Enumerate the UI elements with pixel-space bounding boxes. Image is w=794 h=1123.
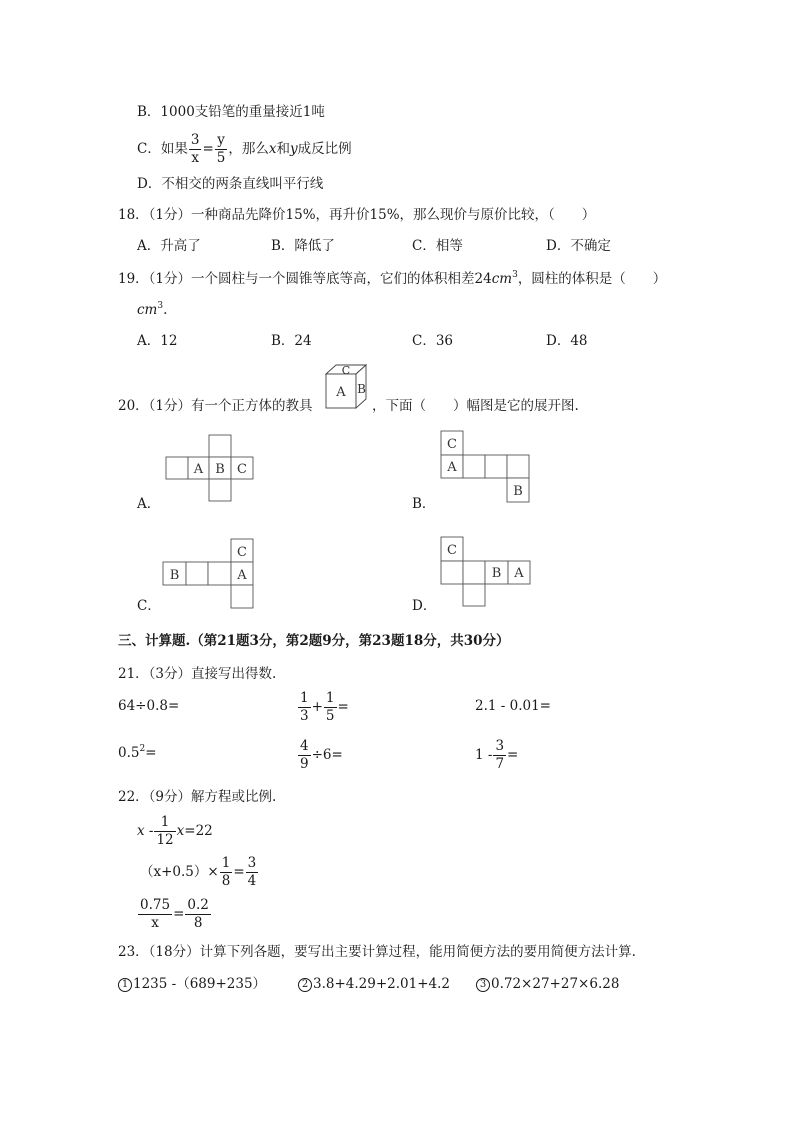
q23-stem: 23．（18分）计算下列各题，要写出主要计算过程，能用简便方法的要用简便方法计算. <box>118 944 636 960</box>
q18-option-d: D．不确定 <box>546 238 611 254</box>
q19-option-a: A．12 <box>137 333 178 349</box>
net-b-label: C <box>447 437 457 452</box>
q22-equation-2: （x+0.5）× $\frac{1}{8}$ = $\frac{3}{4}$ <box>140 855 257 889</box>
net-c-cell <box>231 585 253 608</box>
net-a-cell <box>209 435 231 457</box>
net-c-label: A <box>237 568 247 583</box>
q19-stem-a: 19．（1分）一个圆柱与一个圆锥等底等高，它们的体积相差24 <box>118 271 492 287</box>
q18-option-b: B．降低了 <box>271 238 335 254</box>
q22-stem: 22．（9分）解方程或比例. <box>118 789 277 805</box>
q20-option-d-label: D． <box>412 598 437 614</box>
net-d-cell <box>441 561 463 584</box>
q23-item-2: 2 3.8+4.29+2.01+4.2 <box>298 978 450 992</box>
net-c-cell <box>208 562 231 585</box>
q23-item-3: 3 0.72×27+27×6.28 <box>476 978 619 992</box>
q18-option-c: C．相等 <box>412 238 463 254</box>
q17-c-var-y: y <box>289 140 298 157</box>
net-c-label: B <box>169 568 180 583</box>
net-a-label: A <box>193 462 204 477</box>
net-a-cell <box>166 457 188 479</box>
q22-equation-3: $\frac{0.75}{x}$ = $\frac{0.2}{8}$ <box>140 897 209 931</box>
net-d-label: A <box>514 566 524 581</box>
q17-c-var-x: x <box>268 140 277 157</box>
q17-c-frac2: $\frac{y}{5}$ <box>216 132 226 166</box>
net-d-label: C <box>447 543 457 558</box>
net-a-label: B <box>215 462 225 477</box>
net-b <box>440 430 532 505</box>
cube-face-label-b: B <box>357 382 366 396</box>
circled-number: 1 <box>118 978 132 992</box>
q17-option-c <box>137 133 352 166</box>
net-d-cell <box>463 561 485 584</box>
net-a-label: C <box>237 462 247 477</box>
q19-stem-line2 <box>137 301 168 318</box>
q17-option-d: D．不相交的两条直线叫平行线 <box>137 176 324 192</box>
q21-expr-4: $0.5^2=$ <box>118 744 157 761</box>
net-d <box>440 536 533 608</box>
net-b-label: B <box>513 484 523 499</box>
q20-option-a-label: A． <box>137 496 161 512</box>
q20-stem-b: ，下面（ ）幅图是它的展开图. <box>372 398 579 414</box>
net-b-cell <box>463 455 485 478</box>
section-3-heading: 三、计算题.（第21题3分，第2题9分，第23题18分，共30分） <box>118 633 510 649</box>
cube-face-label-c: C <box>341 364 351 377</box>
q17-c-prefix: C．如果 <box>137 140 188 157</box>
q21-expr-1: 64÷0.8= <box>118 698 180 714</box>
q19-line2-end: . <box>163 302 168 318</box>
q17-c-equals: = <box>202 140 214 157</box>
q23-item-1: 1 1235 -（689+235） <box>118 978 266 992</box>
q19-unit: cm <box>491 271 513 287</box>
q19-line2-sup: 3 <box>157 301 164 311</box>
q17-c-frac1: $\frac{3}{x}$ <box>190 132 200 166</box>
q19-stem <box>118 270 667 287</box>
q19-option-d: D．48 <box>546 333 588 349</box>
q19-option-c: C．36 <box>412 333 454 349</box>
circled-number: 3 <box>476 978 490 992</box>
q21-expr-2: $\frac{1}{3}$ + $\frac{1}{5}$ = <box>300 690 349 724</box>
q21-expr-5: $\frac{4}{9}$ ÷6= <box>300 738 343 772</box>
q19-option-b: B．24 <box>271 333 312 349</box>
net-d-label: B <box>491 566 502 581</box>
net-c-cell <box>186 562 208 585</box>
net-c <box>162 538 257 610</box>
net-b-cell <box>507 455 529 478</box>
q21-stem: 21．（3分）直接写出得数. <box>118 666 277 682</box>
cube-figure <box>323 362 369 412</box>
q19-unit-sup: 3 <box>512 270 518 280</box>
net-c-label: C <box>237 545 247 560</box>
net-a <box>165 434 255 504</box>
q22-equation-1: x - $\frac{1}{12}$ x=22 <box>137 814 213 848</box>
q17-c-suffix: 成反比例 <box>297 140 352 157</box>
q18-stem: 18．（1分）一种商品先降价15%，再升价15%，那么现价与原价比较，（ ） <box>118 207 596 223</box>
net-a-cell <box>209 479 231 501</box>
q20-option-b-label: B． <box>412 496 436 512</box>
net-b-label: A <box>447 460 457 475</box>
q17-option-b: B．1000支铅笔的重量接近1吨 <box>137 104 325 120</box>
q20-option-c-label: C． <box>137 598 161 614</box>
q21-expr-6: 1 - $\frac{3}{7}$ = <box>475 738 519 772</box>
q19-line2-unit: cm <box>137 302 158 318</box>
q17-c-and: 和 <box>276 140 290 157</box>
cube-face-label-a: A <box>336 385 346 400</box>
q18-option-a: A．升高了 <box>137 238 201 254</box>
net-b-cell <box>485 455 507 478</box>
q21-expr-3: 2.1 - 0.01= <box>475 698 551 714</box>
q19-stem-b: ，圆柱的体积是（ ） <box>517 271 667 287</box>
net-d-cell <box>463 584 485 606</box>
circled-number: 2 <box>298 978 312 992</box>
q20-stem-a: 20．（1分）有一个正方体的教具 <box>118 398 313 414</box>
q17-c-mid: ，那么 <box>228 140 269 157</box>
